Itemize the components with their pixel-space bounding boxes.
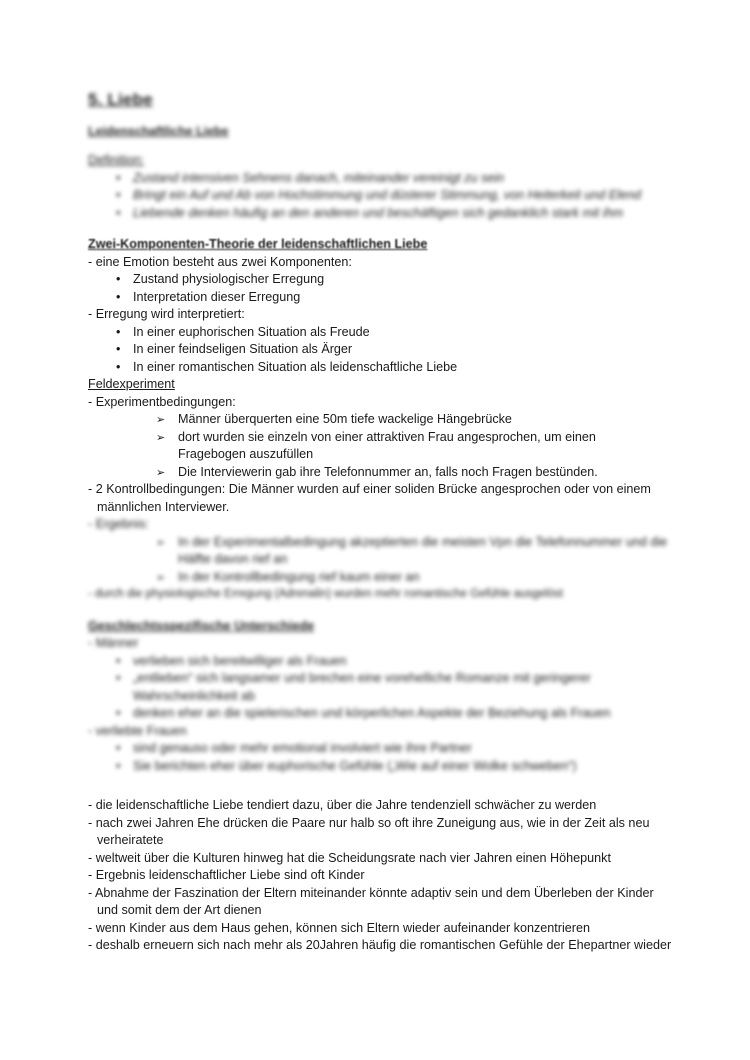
results-label: - Ergebnis: xyxy=(88,517,149,531)
field-experiment-label: Feldexperiment xyxy=(88,377,175,391)
men-item: • verlieben sich bereitwilliger als Frauen xyxy=(88,653,668,671)
definition-item: • Zustand intensiven Sehnens danach, miteinander vereinigt zu sein xyxy=(88,170,668,188)
summary-lines xyxy=(88,797,672,955)
women-list xyxy=(88,740,668,775)
page-title: 5. Liebe xyxy=(88,90,153,109)
summary-line: - deshalb erneuern sich nach mehr als 20Jahren häufig die romantischen Gefühle der Ehepartner wieder xyxy=(88,938,672,952)
interpretation-item: • In einer romantischen Situation als leidenschaftliche Liebe xyxy=(88,359,668,377)
summary-line: - nach zwei Jahren Ehe drücken die Paare nur halb so oft ihre Zuneigung aus, wie in der Zeit als neu verheiratete xyxy=(88,815,650,847)
conditions-intro: - Experimentbedingungen: xyxy=(88,394,236,409)
definition-label: Definition: xyxy=(88,153,145,167)
interpretation-intro: - Erregung wird interpretiert: xyxy=(88,307,245,321)
women-label: - verliebte Frauen xyxy=(88,723,187,738)
emotion-intro: - eine Emotion besteht aus zwei Komponenten: xyxy=(88,254,352,269)
men-item: • „entlieben“ sich langsamer und brechen eine vorehelliche Romanze mit geringerer Wahrscheinlichkeit ab xyxy=(88,670,668,705)
results-list xyxy=(88,534,668,587)
section-heading-passionate-love: Leidenschaftliche Liebe xyxy=(88,124,229,138)
summary-line: - weltweit über die Kulturen hinweg hat die Scheidungsrate nach vier Jahren einen Höhepunkt xyxy=(88,850,611,865)
women-item: • sind genauso oder mehr emotional involviert wie ihre Partner xyxy=(88,740,668,758)
condition-item: ➢ Männer überquerten eine 50m tiefe wackelige Hängebrücke xyxy=(88,411,668,429)
component-item: • Zustand physiologischer Erregung xyxy=(88,271,668,289)
summary-line: - Abnahme der Faszination der Eltern miteinander könnte adaptiv sein und dem Überleben der Kinder und somit dem der Art dienen xyxy=(88,885,654,917)
control-conditions: - 2 Kontrollbedingungen: Die Männer wurden auf einer soliden Brücke angesprochen oder von einem männlichen Interviewer. xyxy=(88,482,651,514)
interpretation-list xyxy=(88,324,668,377)
men-list xyxy=(88,653,668,723)
document-content xyxy=(88,90,672,955)
summary-line: - Ergebnis leidenschaftlicher Liebe sind oft Kinder xyxy=(88,868,365,882)
summary-line: - die leidenschaftliche Liebe tendiert dazu, über die Jahre tendenziell schwächer zu werden xyxy=(88,798,597,812)
summary-line: - wenn Kinder aus dem Haus gehen, können sich Eltern wieder aufeinander konzentrieren xyxy=(88,920,590,935)
men-item: • denken eher an die spielerischen und körperlichen Aspekte der Beziehung als Frauen xyxy=(88,705,668,723)
condition-item: ➢ Die Interviewerin gab ihre Telefonnummer an, falls noch Fragen bestünden. xyxy=(88,464,668,482)
definition-item: • Bringt ein Auf und Ab von Hochstimmung und düsterer Stimmung, von Heiterkeit und Elend xyxy=(88,187,668,205)
interpretation-item: • In einer euphorischen Situation als Freude xyxy=(88,324,668,342)
condition-item: ➢ dort wurden sie einzeln von einer attraktiven Frau angesprochen, um einen Fragebogen auszufüllen xyxy=(88,429,668,464)
interpretation-item: • In einer feindseligen Situation als Ärger xyxy=(88,341,668,359)
result-item: ➢ In der Kontrollbedingung rief kaum einer an xyxy=(88,569,668,587)
section-heading-two-component-theory: Zwei-Komponenten-Theorie der leidenschaftlichen Liebe xyxy=(88,237,428,251)
component-item: • Interpretation dieser Erregung xyxy=(88,289,668,307)
definition-item: • Liebende denken häufig an den anderen und beschäftigen sich gedanklich stark mit ihm xyxy=(88,205,668,223)
result-item: ➢ In der Experimentalbedingung akzeptierten die meisten Vpn die Telefonnummer und die Hälfte davon rief an xyxy=(88,534,668,569)
condition-list xyxy=(88,411,668,481)
section-heading-gender-differences: Geschlechtsspezifische Unterschiede xyxy=(88,618,315,633)
component-list xyxy=(88,271,668,306)
men-label: - Männer xyxy=(88,636,139,650)
definition-list xyxy=(88,170,668,223)
women-item: • Sie berichten eher über euphorische Gefühle („Wie auf einer Wolke schweben“) xyxy=(88,758,668,776)
results-conclusion: - durch die physiologische Erregung (Adrenalin) wurden mehr romantische Gefühle ausgelöst xyxy=(88,588,563,600)
